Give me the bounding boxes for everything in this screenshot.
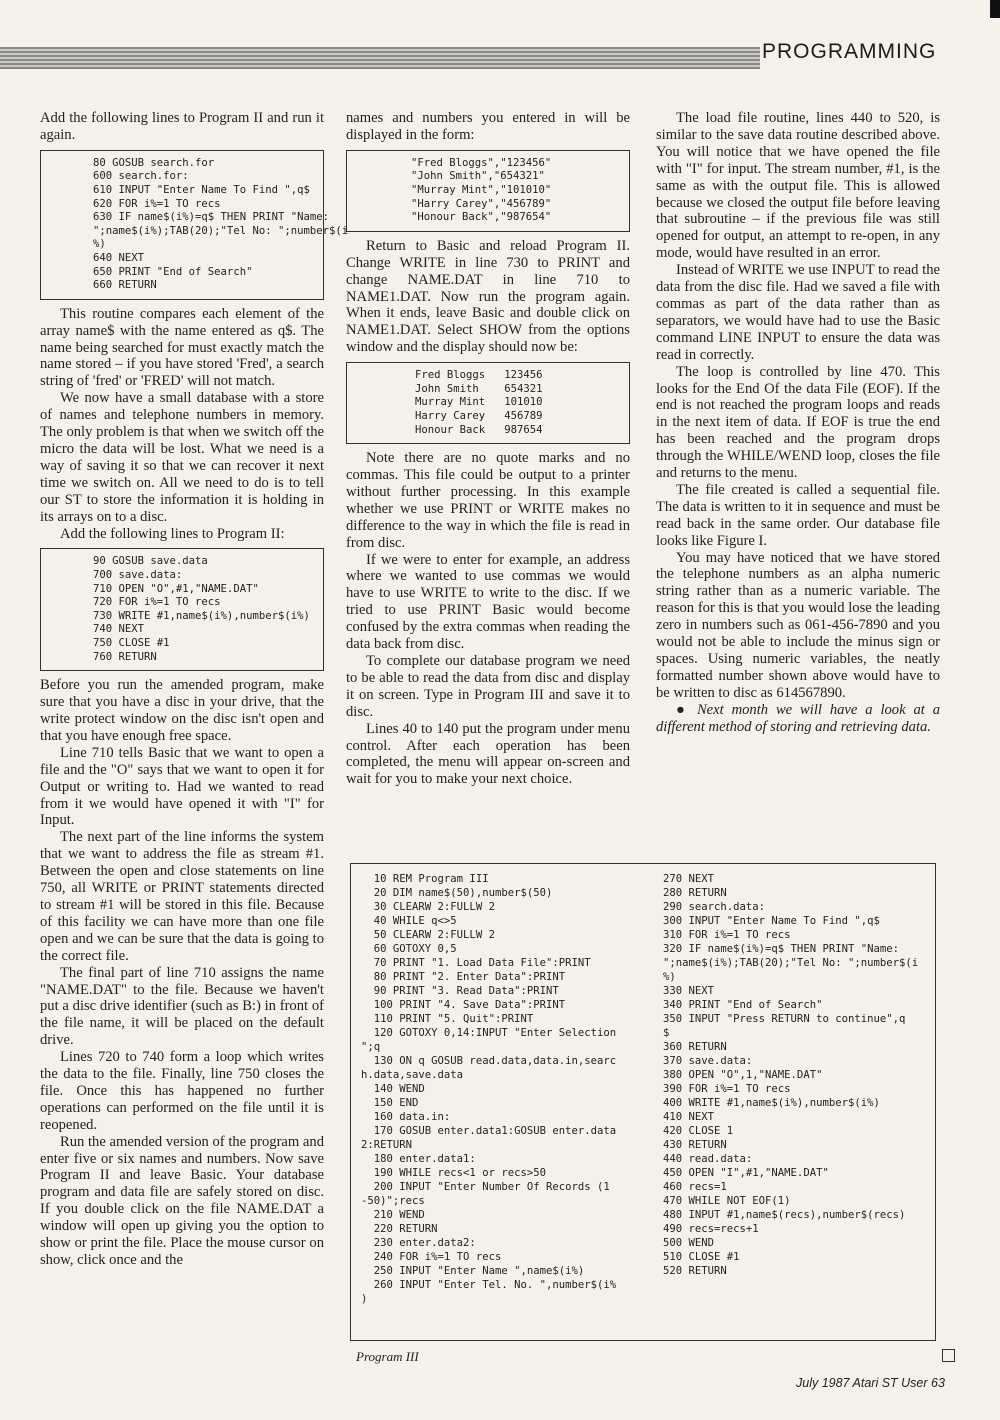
header-bar (0, 47, 760, 69)
program-iii-listing (350, 863, 936, 1341)
paragraph: Lines 720 to 740 form a loop which writes the data to the file. Finally, line 750 closes the file. Once this has happened no further operations can performed on the file until it is reopened. (40, 1049, 324, 1133)
paragraph: This routine compares each element of the array name$ with the name entered as q$. The name being searched for must exactly match the name stored – if you have stored 'Fred', a search string of 'fred' or 'FRED' will not match. (40, 305, 324, 390)
paragraph: Run the amended version of the program and enter five or six names and numbers. Now save Program II and leave Basic. Your database program and data file are safely stored on disc. If you double click on the file NAME.DAT a window will open up giving you the option to show or print the file. Place the mouse cursor on show, click once and the (40, 1133, 324, 1268)
code-line: 20 DIM name$(50),number$(50) (361, 887, 553, 899)
code-line: ";name$(i%);TAB(20);"Tel No: ";number$(i (93, 224, 349, 237)
code-line: 710 OPEN "O",#1,"NAME.DAT" (93, 582, 259, 595)
paragraph: The load file routine, lines 440 to 520, is similar to the save data routine described above. You will notice that we have opened the file with "I" for input. The stream number, #1, is the same as with the output file. This is allowed because we closed the output file before leaving that subroutine – if the previous file was still opened for output, an attempt to re-open, in any mode, would have resulted in an error. (656, 110, 940, 262)
paragraph: We now have a small database with a store of names and telephone numbers in memory. The only problem is that when we switch off the micro the data will be lost. What we need is a way of saving it so that we can recover it next time we switch on. All we need to do is to tell our ST to store the information it is holding in its arrays on to a disc. (40, 390, 324, 525)
code-line: 650 PRINT "End of Search" (93, 265, 253, 278)
program-iii-right-column (663, 872, 935, 1278)
code-line: %) (663, 971, 676, 983)
code-line: 720 FOR i%=1 TO recs (93, 596, 221, 609)
code-line: 450 OPEN "I",#1,"NAME.DAT" (663, 1167, 829, 1179)
code-line: 210 WEND (361, 1209, 425, 1221)
code-line: 110 PRINT "5. Quit":PRINT (361, 1013, 534, 1025)
code-line: 70 PRINT "1. Load Data File":PRINT (361, 957, 591, 969)
code-line: 200 INPUT "Enter Number Of Records (1 (361, 1181, 610, 1193)
code-line: 440 read.data: (663, 1153, 753, 1165)
code-line: 640 NEXT (93, 251, 145, 264)
code-line: "John Smith","654321" (411, 170, 545, 183)
code-listing-save (40, 548, 324, 671)
code-line: 480 INPUT #1,name$(recs),number$(recs) (663, 1209, 906, 1221)
code-line: h.data,save.data (361, 1069, 464, 1081)
code-line: 740 NEXT (93, 623, 145, 636)
paragraph: names and numbers you entered in will be displayed in the form: (346, 110, 630, 143)
column-2 (346, 110, 630, 788)
paragraph: The next part of the line informs the system that we want to address the file as stream #1. Between the open and close statements on line 750, all WRITE or PRINT statements directed to stream #1 will be stored in this file. Because of this facility we can have more than one file open and we can be sure that the data is going to the correct file. (40, 829, 324, 964)
paragraph: The file created is called a sequential file. The data is written to it in sequence and must be read back in the same order. Our database file looks like Figure I. (656, 481, 940, 549)
paragraph: The final part of line 710 assigns the name "NAME.DAT" to the file. Because we haven't put a disc drive identifier (such as B:) in front of the file name, it will be placed on the default drive. (40, 964, 324, 1049)
code-line: 390 FOR i%=1 TO recs (663, 1083, 791, 1095)
code-line: 280 RETURN (663, 887, 727, 899)
code-line: 140 WEND (361, 1083, 425, 1095)
code-line: 130 ON q GOSUB read.data,data.in,searc (361, 1055, 617, 1067)
code-line: 730 WRITE #1,name$(i%),number$(i%) (93, 609, 310, 622)
code-line: 120 GOTOXY 0,14:INPUT "Enter Selection (361, 1027, 617, 1039)
code-line: 510 CLOSE #1 (663, 1251, 740, 1263)
code-line: 250 INPUT "Enter Name ",name$(i%) (361, 1265, 585, 1277)
code-line: ";q (361, 1041, 381, 1053)
code-line: 630 IF name$(i%)=q$ THEN PRINT "Name: (93, 211, 329, 224)
bullet-icon: ● (676, 701, 690, 718)
end-of-article-box-icon (942, 1349, 955, 1362)
code-line: 460 recs=1 (663, 1181, 727, 1193)
code-listing-search (40, 150, 349, 300)
paragraph: Add the following lines to Program II: (60, 525, 285, 542)
code-line: 500 WEND (663, 1237, 715, 1249)
code-line: 80 GOSUB search.for (93, 156, 215, 169)
code-line: 360 RETURN (663, 1041, 727, 1053)
paragraph: Before you run the amended program, make sure that you have a disc in your drive, that the write protect window on the disc isn't open and that you have enough free space. (40, 677, 324, 744)
code-line: Honour Back 987654 (415, 423, 543, 436)
paragraph: Add the following lines to Program II and run it again. (40, 110, 324, 143)
code-line: 370 save.data: (663, 1055, 753, 1067)
code-line: 290 search.data: (663, 901, 766, 913)
code-line: 100 PRINT "4. Save Data":PRINT (361, 999, 566, 1011)
code-line: ";name$(i%);TAB(20);"Tel No: ";number$(i (663, 957, 919, 969)
code-line: 270 NEXT (663, 873, 715, 885)
code-line: 470 WHILE NOT EOF(1) (663, 1195, 791, 1207)
code-line: Murray Mint 101010 (415, 396, 543, 409)
quoted-output-listing (346, 150, 630, 232)
code-line: 620 FOR i%=1 TO recs (93, 197, 221, 210)
column-1 (40, 110, 349, 1269)
code-line: 760 RETURN (93, 650, 157, 663)
code-line: 330 NEXT (663, 985, 715, 997)
code-line: 300 INPUT "Enter Name To Find ",q$ (663, 915, 880, 927)
code-line: 410 NEXT (663, 1111, 715, 1123)
code-line: 600 search.for: (93, 170, 189, 183)
code-line: 750 CLOSE #1 (93, 637, 170, 649)
program-iii-left-column (361, 872, 651, 1306)
paragraph: You may have noticed that we have stored the telephone numbers as an alpha numeric string rather than as a numeric variable. The reason for this is that you would lose the leading zero in numbers such as 061-456-7890 and you would not be able to include the minus sign or spaces. Using numeric variables, the neatly formatted number shown above would have to be written to disc as 614567890. (656, 549, 940, 701)
code-line: "Murray Mint","101010" (411, 184, 552, 196)
code-line: 220 RETURN (361, 1223, 438, 1235)
code-line: $ (663, 1027, 670, 1039)
paragraph: Note there are no quote marks and no commas. This file could be output to a printer without further processing. In this example whether we use PRINT or WRITE makes no difference to the way in which the file is read in from disc. (346, 450, 630, 551)
code-line: 240 FOR i%=1 TO recs (361, 1251, 502, 1263)
code-line: 420 CLOSE 1 (663, 1125, 734, 1137)
code-line: 350 INPUT "Press RETURN to continue",q (663, 1013, 906, 1025)
code-line: 60 GOTOXY 0,5 (361, 943, 457, 955)
code-line: 260 INPUT "Enter Tel. No. ",number$(i% (361, 1279, 617, 1291)
code-line: -50)";recs (361, 1195, 425, 1207)
code-line: 80 PRINT "2. Enter Data":PRINT (361, 971, 566, 983)
code-line: 700 save.data: (93, 569, 183, 582)
plain-output-listing (346, 362, 630, 444)
code-line: 10 REM Program III (361, 873, 489, 885)
code-line: 30 CLEARW 2:FULLW 2 (361, 901, 495, 913)
code-line: 190 WHILE recs<1 or recs>50 (361, 1167, 546, 1179)
page-footer: July 1987 Atari ST User 63 (796, 1376, 945, 1390)
code-line: 320 IF name$(i%)=q$ THEN PRINT "Name: (663, 943, 899, 955)
code-line: 160 data.in: (361, 1111, 451, 1123)
code-line: 170 GOSUB enter.data1:GOSUB enter.data (361, 1125, 617, 1137)
code-line: 490 recs=recs+1 (663, 1223, 759, 1235)
code-line: 340 PRINT "End of Search" (663, 999, 823, 1011)
code-line: 310 FOR i%=1 TO recs (663, 929, 791, 941)
corner-mark (990, 0, 1000, 18)
program-caption: Program III (356, 1349, 419, 1364)
paragraph: If we were to enter for example, an address where we wanted to use commas we would have to use WRITE to write to the disc. If we tried to use PRINT Basic would become confused by the extra commas when reading the data back from disc. (346, 551, 630, 653)
code-line: Harry Carey 456789 (415, 409, 543, 422)
code-line: 180 enter.data1: (361, 1153, 476, 1165)
column-3 (656, 110, 940, 736)
code-line: "Fred Bloggs","123456" (411, 156, 552, 169)
code-line: ) (361, 1293, 368, 1305)
code-line: 660 RETURN (93, 279, 157, 292)
paragraph: Line 710 tells Basic that we want to open a file and the "O" says that we want to open it for Output or writing to. Had we wanted to read from it we would have opened it with "I" for Input. (40, 744, 324, 829)
paragraph: Return to Basic and reload Program II. Change WRITE in line 730 to PRINT and change NAME.DAT in line 710 to NAME1.DAT. Now run the program again. When it ends, leave Basic and double click on NAME1.DAT. Select SHOW from the options window and the display should now be: (346, 237, 630, 356)
paragraph: To complete our database program we need to be able to read the data from disc and display it on screen. Type in Program III and save it to disc. (346, 652, 630, 720)
code-line: 520 RETURN (663, 1265, 727, 1277)
code-line: "Harry Carey","456789" (411, 197, 552, 210)
paragraph: Lines 40 to 140 put the program under menu control. After each operation has been completed, the menu will appear on-screen and wait for you to make your next choice. (346, 720, 630, 788)
next-month-note (656, 702, 940, 736)
code-line: John Smith 654321 (415, 382, 543, 395)
code-line: Fred Bloggs 123456 (415, 369, 543, 382)
paragraph: The loop is controlled by line 470. This looks for the End Of the data File (EOF). If the end is not reached the program loops and reads in the next item of data. If EOF is true the end has been reached and the program drops through the WHILE/WEND loop, closes the file and returns to the menu. (656, 363, 940, 482)
code-line: 610 INPUT "Enter Name To Find ",q$ (93, 184, 310, 196)
code-line: 90 GOSUB save.data (93, 555, 208, 568)
code-line: 2:RETURN (361, 1139, 413, 1151)
code-line: 150 END (361, 1097, 419, 1109)
paragraph: Instead of WRITE we use INPUT to read the data from the disc file. Had we saved a file with commas as part of the data rather than as separators, we would have had to use the Basic command LINE INPUT to ensure the data was read in correctly. (656, 262, 940, 363)
code-line: 430 RETURN (663, 1139, 727, 1151)
code-line: 90 PRINT "3. Read Data":PRINT (361, 985, 559, 997)
next-month-text: Next month we will have a look at a different method of storing and retrieving data. (656, 701, 940, 735)
code-line: 40 WHILE q<>5 (361, 915, 457, 927)
code-line: "Honour Back","987654" (411, 211, 552, 224)
code-line: 380 OPEN "O",1,"NAME.DAT" (663, 1069, 823, 1081)
section-title: PROGRAMMING (762, 40, 937, 63)
code-line: 230 enter.data2: (361, 1237, 476, 1249)
code-line: 400 WRITE #1,name$(i%),number$(i%) (663, 1097, 880, 1109)
code-line: %) (93, 238, 106, 251)
code-line: 50 CLEARW 2:FULLW 2 (361, 929, 495, 941)
